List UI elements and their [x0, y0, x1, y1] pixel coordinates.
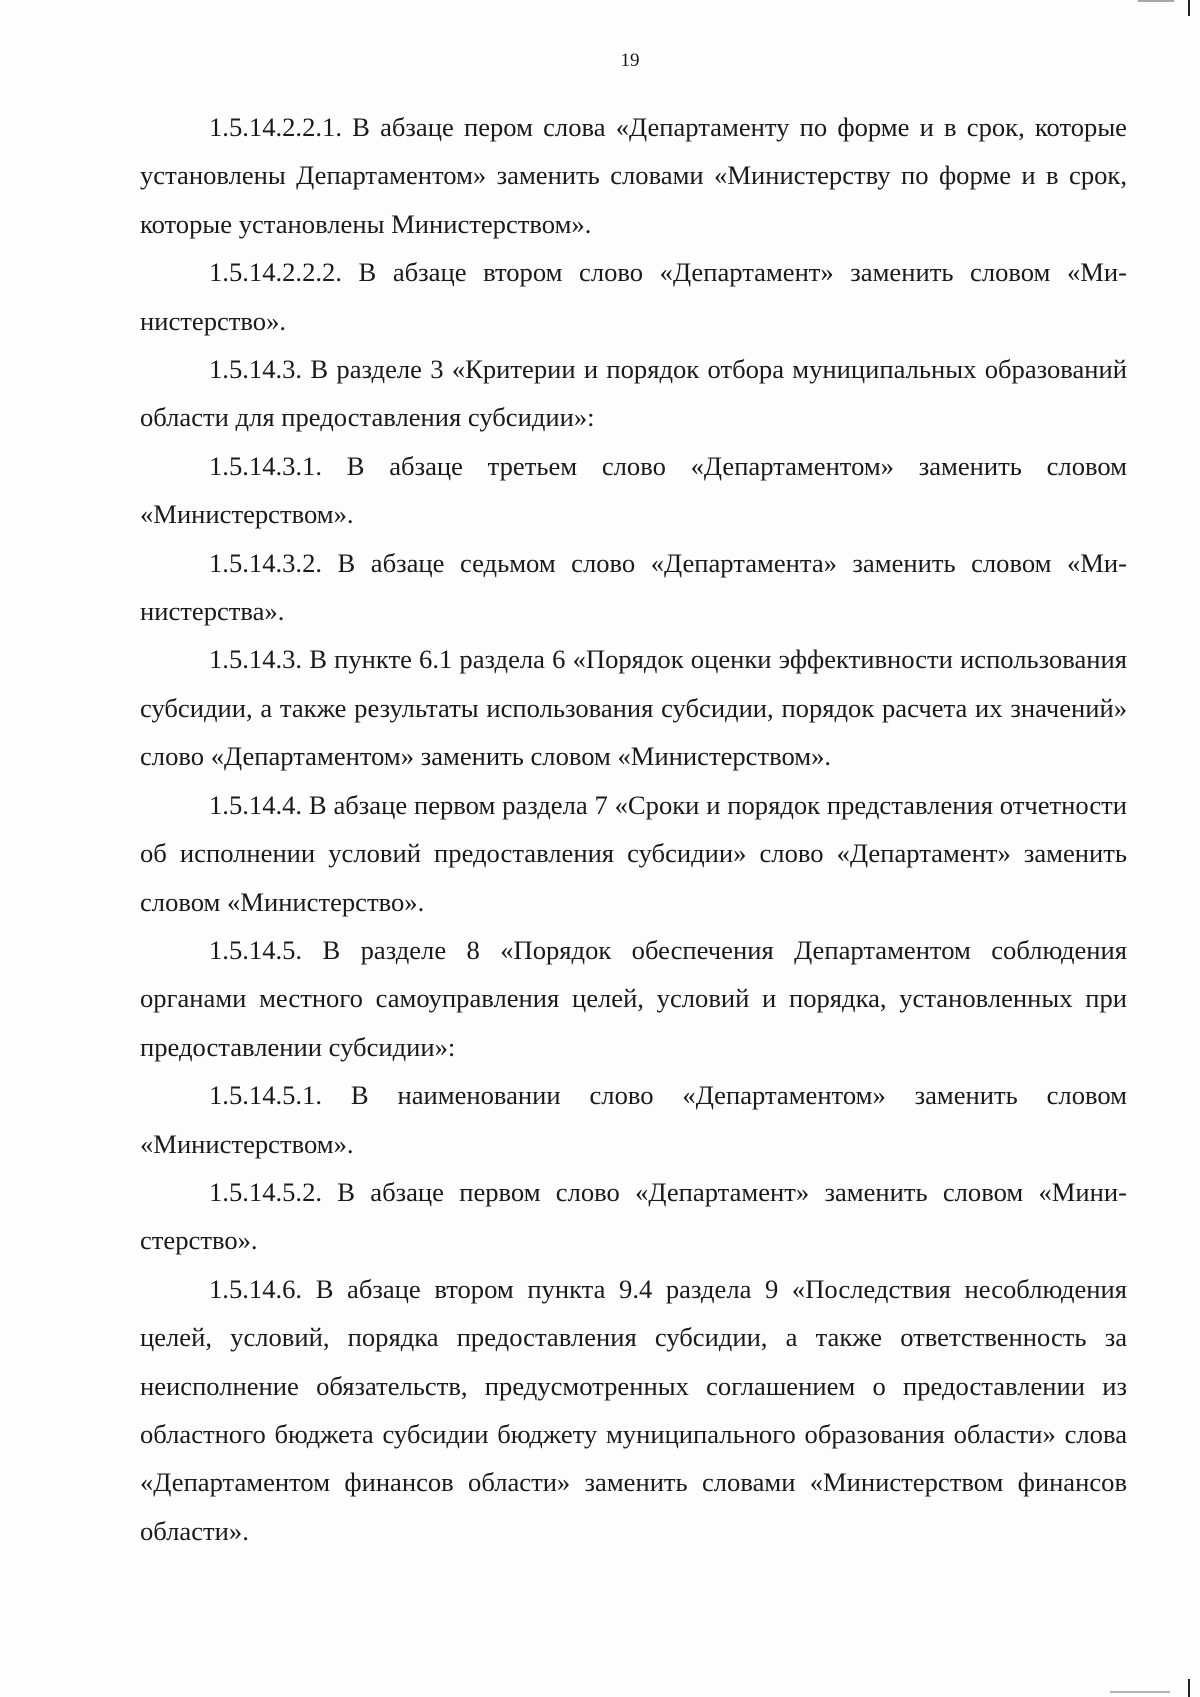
paragraph-1-5-14-3-point-6-1: 1.5.14.3. В пункте 6.1 раздела 6 «Порядок оценки эффективности использования субсидии, а также результаты использования субсидии, порядок расчета их значений» слово «Департаментом» заменить словом «Министерством».: [140, 644, 1127, 772]
document-body: [140, 103, 1127, 1555]
paragraph-1-5-14-6: 1.5.14.6. В абзаце втором пункта 9.4 раздела 9 «Последствия несоблюдения целей, условий, порядка предоставления субсидии, а также ответственность за неисполнение обязательств, предусмотренных соглашением о предоставлении из областного бюджета субсидии бюджету муниципального образования области» слова «Департаментом финансов области» заменить словами «Министерством финансов области».: [140, 1273, 1127, 1546]
paragraph-1-5-14-3-2: 1.5.14.3.2. В абзаце седьмом слово «Департамента» заменить словом «Министерства».: [140, 547, 1127, 627]
page-number: 19: [620, 50, 640, 71]
paragraph-1-5-14-5-2: 1.5.14.5.2. В абзаце первом слово «Департамент» заменить словом «Министерство».: [140, 1176, 1127, 1256]
paragraph-1-5-14-4: 1.5.14.4. В абзаце первом раздела 7 «Сроки и порядок представления отчетности об исполнении условий предоставления субсидии» слово «Департамент» заменить словом «Министерство».: [140, 789, 1127, 917]
paragraph-1-5-14-2-2-1: 1.5.14.2.2.1. В абзаце пером слова «Департаменту по форме и в срок, которые установлены Департаментом» заменить словами «Министерству по форме и в срок, которые установлены Министерством».: [140, 112, 1127, 239]
paragraph-1-5-14-3: 1.5.14.3. В разделе 3 «Критерии и порядок отбора муниципальных образований области для предоставления субсидии»:: [140, 354, 1127, 433]
scan-edge-mark-bottom-right: [1188, 1679, 1190, 1697]
paragraph-1-5-14-5-1: 1.5.14.5.1. В наименовании слово «Департаментом» заменить словом «Министерством».: [140, 1080, 1127, 1159]
paragraph-1-5-14-5: 1.5.14.5. В разделе 8 «Порядок обеспечения Департаментом соблюдения органами местного самоуправления целей, условий и порядка, установленных при предоставлении субсидии»:: [140, 934, 1127, 1062]
paragraph-1-5-14-3-1: 1.5.14.3.1. В абзаце третьем слово «Департаментом» заменить словом «Министерством».: [140, 450, 1127, 530]
scan-edge-mark-top-right: [1188, 0, 1190, 16]
paragraph-1-5-14-2-2-2: 1.5.14.2.2.2. В абзаце втором слово «Департамент» заменить словом «Министерство».: [140, 257, 1127, 336]
scan-edge-mark-bottom-dots: [1110, 1691, 1170, 1693]
scan-edge-mark-top-dots: [1138, 0, 1174, 2]
